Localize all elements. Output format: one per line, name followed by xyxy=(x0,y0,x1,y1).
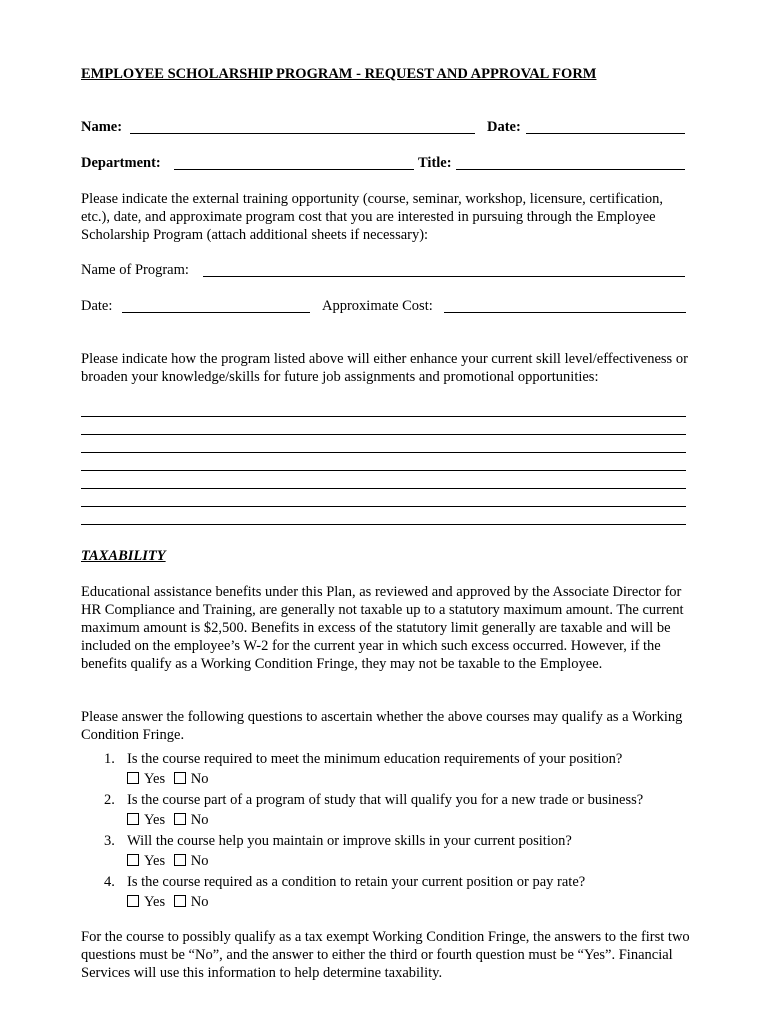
yes-label: Yes xyxy=(144,894,166,910)
question-2-yes-checkbox[interactable] xyxy=(127,813,139,825)
yes-label: Yes xyxy=(144,853,166,869)
intro-paragraph: Please indicate the external training opportunity (course, seminar, workshop, licensure, certification, etc.), date, and approximate program cost that you are interested in pursuing through the Employee Scholarship Program (attach additional sheets if necessary): xyxy=(81,191,664,243)
date-field[interactable] xyxy=(526,133,685,134)
answer-line[interactable] xyxy=(81,506,686,507)
department-field[interactable] xyxy=(174,169,414,170)
program-date-field[interactable] xyxy=(122,312,310,313)
question-3-text: Will the course help you maintain or improve skills in your current position? xyxy=(127,833,572,849)
question-3-yes-checkbox[interactable] xyxy=(127,854,139,866)
cost-field[interactable] xyxy=(444,312,686,313)
answer-line[interactable] xyxy=(81,452,686,453)
title-field[interactable] xyxy=(456,169,685,170)
question-3-number: 3. xyxy=(104,833,115,849)
question-2-text: Is the course part of a program of study that will qualify you for a new trade or business? xyxy=(127,792,644,808)
answer-line[interactable] xyxy=(81,434,686,435)
answer-line[interactable] xyxy=(81,416,686,417)
program-name-label: Name of Program: xyxy=(81,262,189,278)
program-name-field[interactable] xyxy=(203,276,685,277)
date-label: Date: xyxy=(487,119,521,135)
page-title xyxy=(81,66,596,83)
question-4-no-checkbox[interactable] xyxy=(174,895,186,907)
question-4-options xyxy=(127,894,208,911)
question-3-no-checkbox[interactable] xyxy=(174,854,186,866)
answer-line[interactable] xyxy=(81,488,686,489)
yes-label: Yes xyxy=(144,812,166,828)
taxability-paragraph: Educational assistance benefits under this Plan, as reviewed and approved by the Associate Director for HR Compliance and Training, are generally not taxable up to a statutory maximum amount. The current maximum amount is $2,500. Benefits in excess of the statutory limit generally are taxable and will be included on the employee’s W-2 for the current year in which such excess occurred. However, if the benefits qualify as a Working Condition Fringe, they may not be taxable to the Employee. xyxy=(81,584,684,672)
answer-line[interactable] xyxy=(81,470,686,471)
question-1-text: Is the course required to meet the minimum education requirements of your position? xyxy=(127,751,623,767)
enhance-paragraph: Please indicate how the program listed above will either enhance your current skill level/effectiveness or broaden your knowledge/skills for future job assignments and promotional opportunities: xyxy=(81,351,688,385)
question-3-options xyxy=(127,853,208,870)
no-label: No xyxy=(190,853,209,869)
question-2-number: 2. xyxy=(104,792,115,808)
department-label: Department: xyxy=(81,155,161,171)
program-date-label: Date: xyxy=(81,298,113,314)
page-title-text: EMPLOYEE SCHOLARSHIP PROGRAM - REQUEST AND APPROVAL FORM xyxy=(81,66,597,82)
name-field[interactable] xyxy=(130,133,475,134)
no-label: No xyxy=(190,894,209,910)
no-label: No xyxy=(190,771,209,787)
question-1-number: 1. xyxy=(104,751,115,767)
question-1-options xyxy=(127,771,208,788)
question-4-yes-checkbox[interactable] xyxy=(127,895,139,907)
title-label: Title: xyxy=(418,155,452,171)
question-1-no-checkbox[interactable] xyxy=(174,772,186,784)
answer-line[interactable] xyxy=(81,524,686,525)
no-label: No xyxy=(190,812,209,828)
closing-paragraph: For the course to possibly qualify as a tax exempt Working Condition Fringe, the answers to the first two questions must be “No”, and the answer to either the third or fourth question must be “Yes”. Financial Services will use this information to help determine taxability. xyxy=(81,929,690,981)
question-2-options xyxy=(127,812,208,829)
cost-label: Approximate Cost: xyxy=(322,298,433,314)
question-4-text: Is the course required as a condition to retain your current position or pay rate? xyxy=(127,874,586,890)
taxability-heading: TAXABILITY xyxy=(81,548,166,564)
question-1-yes-checkbox[interactable] xyxy=(127,772,139,784)
questions-intro: Please answer the following questions to ascertain whether the above courses may qualify as a Working Condition Fringe. xyxy=(81,709,683,743)
yes-label: Yes xyxy=(144,771,166,787)
name-label: Name: xyxy=(81,119,123,135)
question-2-no-checkbox[interactable] xyxy=(174,813,186,825)
question-4-number: 4. xyxy=(104,874,115,890)
